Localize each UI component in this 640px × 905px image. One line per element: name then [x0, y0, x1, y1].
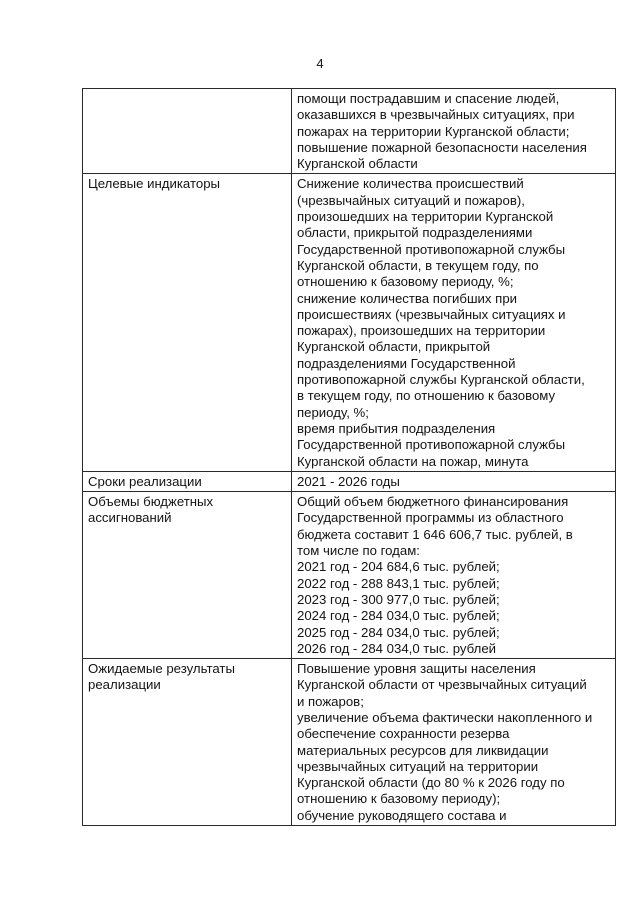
value-line: Снижение количества происшествий	[297, 176, 524, 192]
row-value-cell	[292, 89, 616, 174]
row-value-cell	[292, 492, 616, 659]
value-line: противопожарной службы Курганской области,	[297, 372, 585, 388]
row-goals-continued	[83, 89, 616, 174]
label-line: Сроки реализации	[88, 473, 202, 489]
value-line: Курганской области	[297, 156, 418, 172]
row-label-cell	[83, 471, 292, 491]
value-line: 2026 год - 284 034,0 тыс. рублей	[297, 640, 497, 656]
label-line: Целевые индикаторы	[88, 176, 221, 192]
row-label-cell	[83, 174, 292, 471]
value-line: обучение руководящего состава и	[297, 807, 507, 823]
value-line: помощи пострадавшим и спасение людей,	[297, 91, 560, 106]
value-line: произошедших на территории Курганской	[297, 209, 554, 225]
row-expected-results	[83, 659, 616, 826]
program-passport-table	[82, 88, 616, 826]
label-line: ассигнований	[88, 510, 172, 526]
value-line: обеспечение сохранности резерва	[297, 726, 510, 742]
row-target-indicators	[83, 174, 616, 471]
value-line: 2022 год - 288 843,1 тыс. рублей;	[297, 575, 500, 591]
row-label-cell	[83, 659, 292, 826]
value-line: снижение количества погибших при	[297, 290, 518, 306]
value-line: пожарах на территории Курганской области;	[297, 123, 570, 139]
value-line: в текущем году, по отношению к базовому	[297, 388, 556, 404]
value-line: отношению к базовому периоду);	[297, 791, 501, 807]
value-line: Повышение уровня защиты населения	[297, 661, 536, 677]
value-line: пожарах), произошедших на территории	[297, 323, 546, 339]
row-label-cell	[83, 89, 292, 174]
value-line: повышение пожарной безопасности населения	[297, 139, 587, 155]
value-line: 2021 год - 204 684,6 тыс. рублей;	[297, 559, 500, 575]
value-line: том числе по годам:	[297, 543, 420, 559]
value-line: Общий объем бюджетного финансирования	[297, 494, 569, 510]
value-line: области, прикрытой подразделениями	[297, 225, 533, 241]
value-line: Курганской области от чрезвычайных ситуаций	[297, 677, 587, 693]
value-line: 2025 год - 284 034,0 тыс. рублей;	[297, 624, 500, 640]
value-line: 2023 год - 300 977,0 тыс. рублей;	[297, 591, 500, 607]
value-line: бюджета составит 1 646 606,7 тыс. рублей, в	[297, 526, 573, 542]
value-line: Курганской области, в текущем году, по	[297, 257, 539, 273]
row-value-cell	[292, 174, 616, 471]
value-line: Курганской области, прикрытой	[297, 339, 491, 355]
page-number: 4	[316, 56, 324, 71]
value-line: 2024 год - 284 034,0 тыс. рублей;	[297, 608, 500, 624]
row-label-cell	[83, 492, 292, 659]
label-line: Объемы бюджетных	[88, 494, 214, 510]
row-budget-allocations	[83, 492, 616, 659]
value-line: Государственной программы из областного	[297, 510, 564, 526]
value-line: материальных ресурсов для ликвидации	[297, 742, 549, 758]
value-line: увеличение объема фактически накопленного и	[297, 709, 593, 725]
value-line: (чрезвычайных ситуаций и пожаров),	[297, 192, 525, 208]
value-line: оказавшихся в чрезвычайных ситуациях, при	[297, 107, 575, 123]
value-line: Государственной противопожарной службы	[297, 241, 566, 257]
value-line: периоду, %;	[297, 404, 369, 420]
row-implementation-period	[83, 471, 616, 491]
row-value-cell	[292, 659, 616, 826]
value-line: подразделениями Государственной	[297, 355, 516, 371]
label-line: реализации	[88, 677, 161, 693]
value-line: 2021 - 2026 годы	[297, 473, 400, 489]
label-line: Ожидаемые результаты	[88, 661, 235, 677]
value-line: Государственной противопожарной службы	[297, 437, 566, 453]
row-value-cell	[292, 471, 616, 491]
value-line: время прибытия подразделения	[297, 420, 496, 436]
value-line: отношению к базовому периоду, %;	[297, 274, 514, 290]
value-line: и пожаров;	[297, 693, 364, 709]
value-line: чрезвычайных ситуаций на территории	[297, 758, 539, 774]
value-line: Курганской области на пожар, минута	[297, 453, 529, 469]
value-line: происшествиях (чрезвычайных ситуациях и	[297, 306, 566, 322]
value-line: Курганской области (до 80 % к 2026 году по	[297, 775, 565, 791]
